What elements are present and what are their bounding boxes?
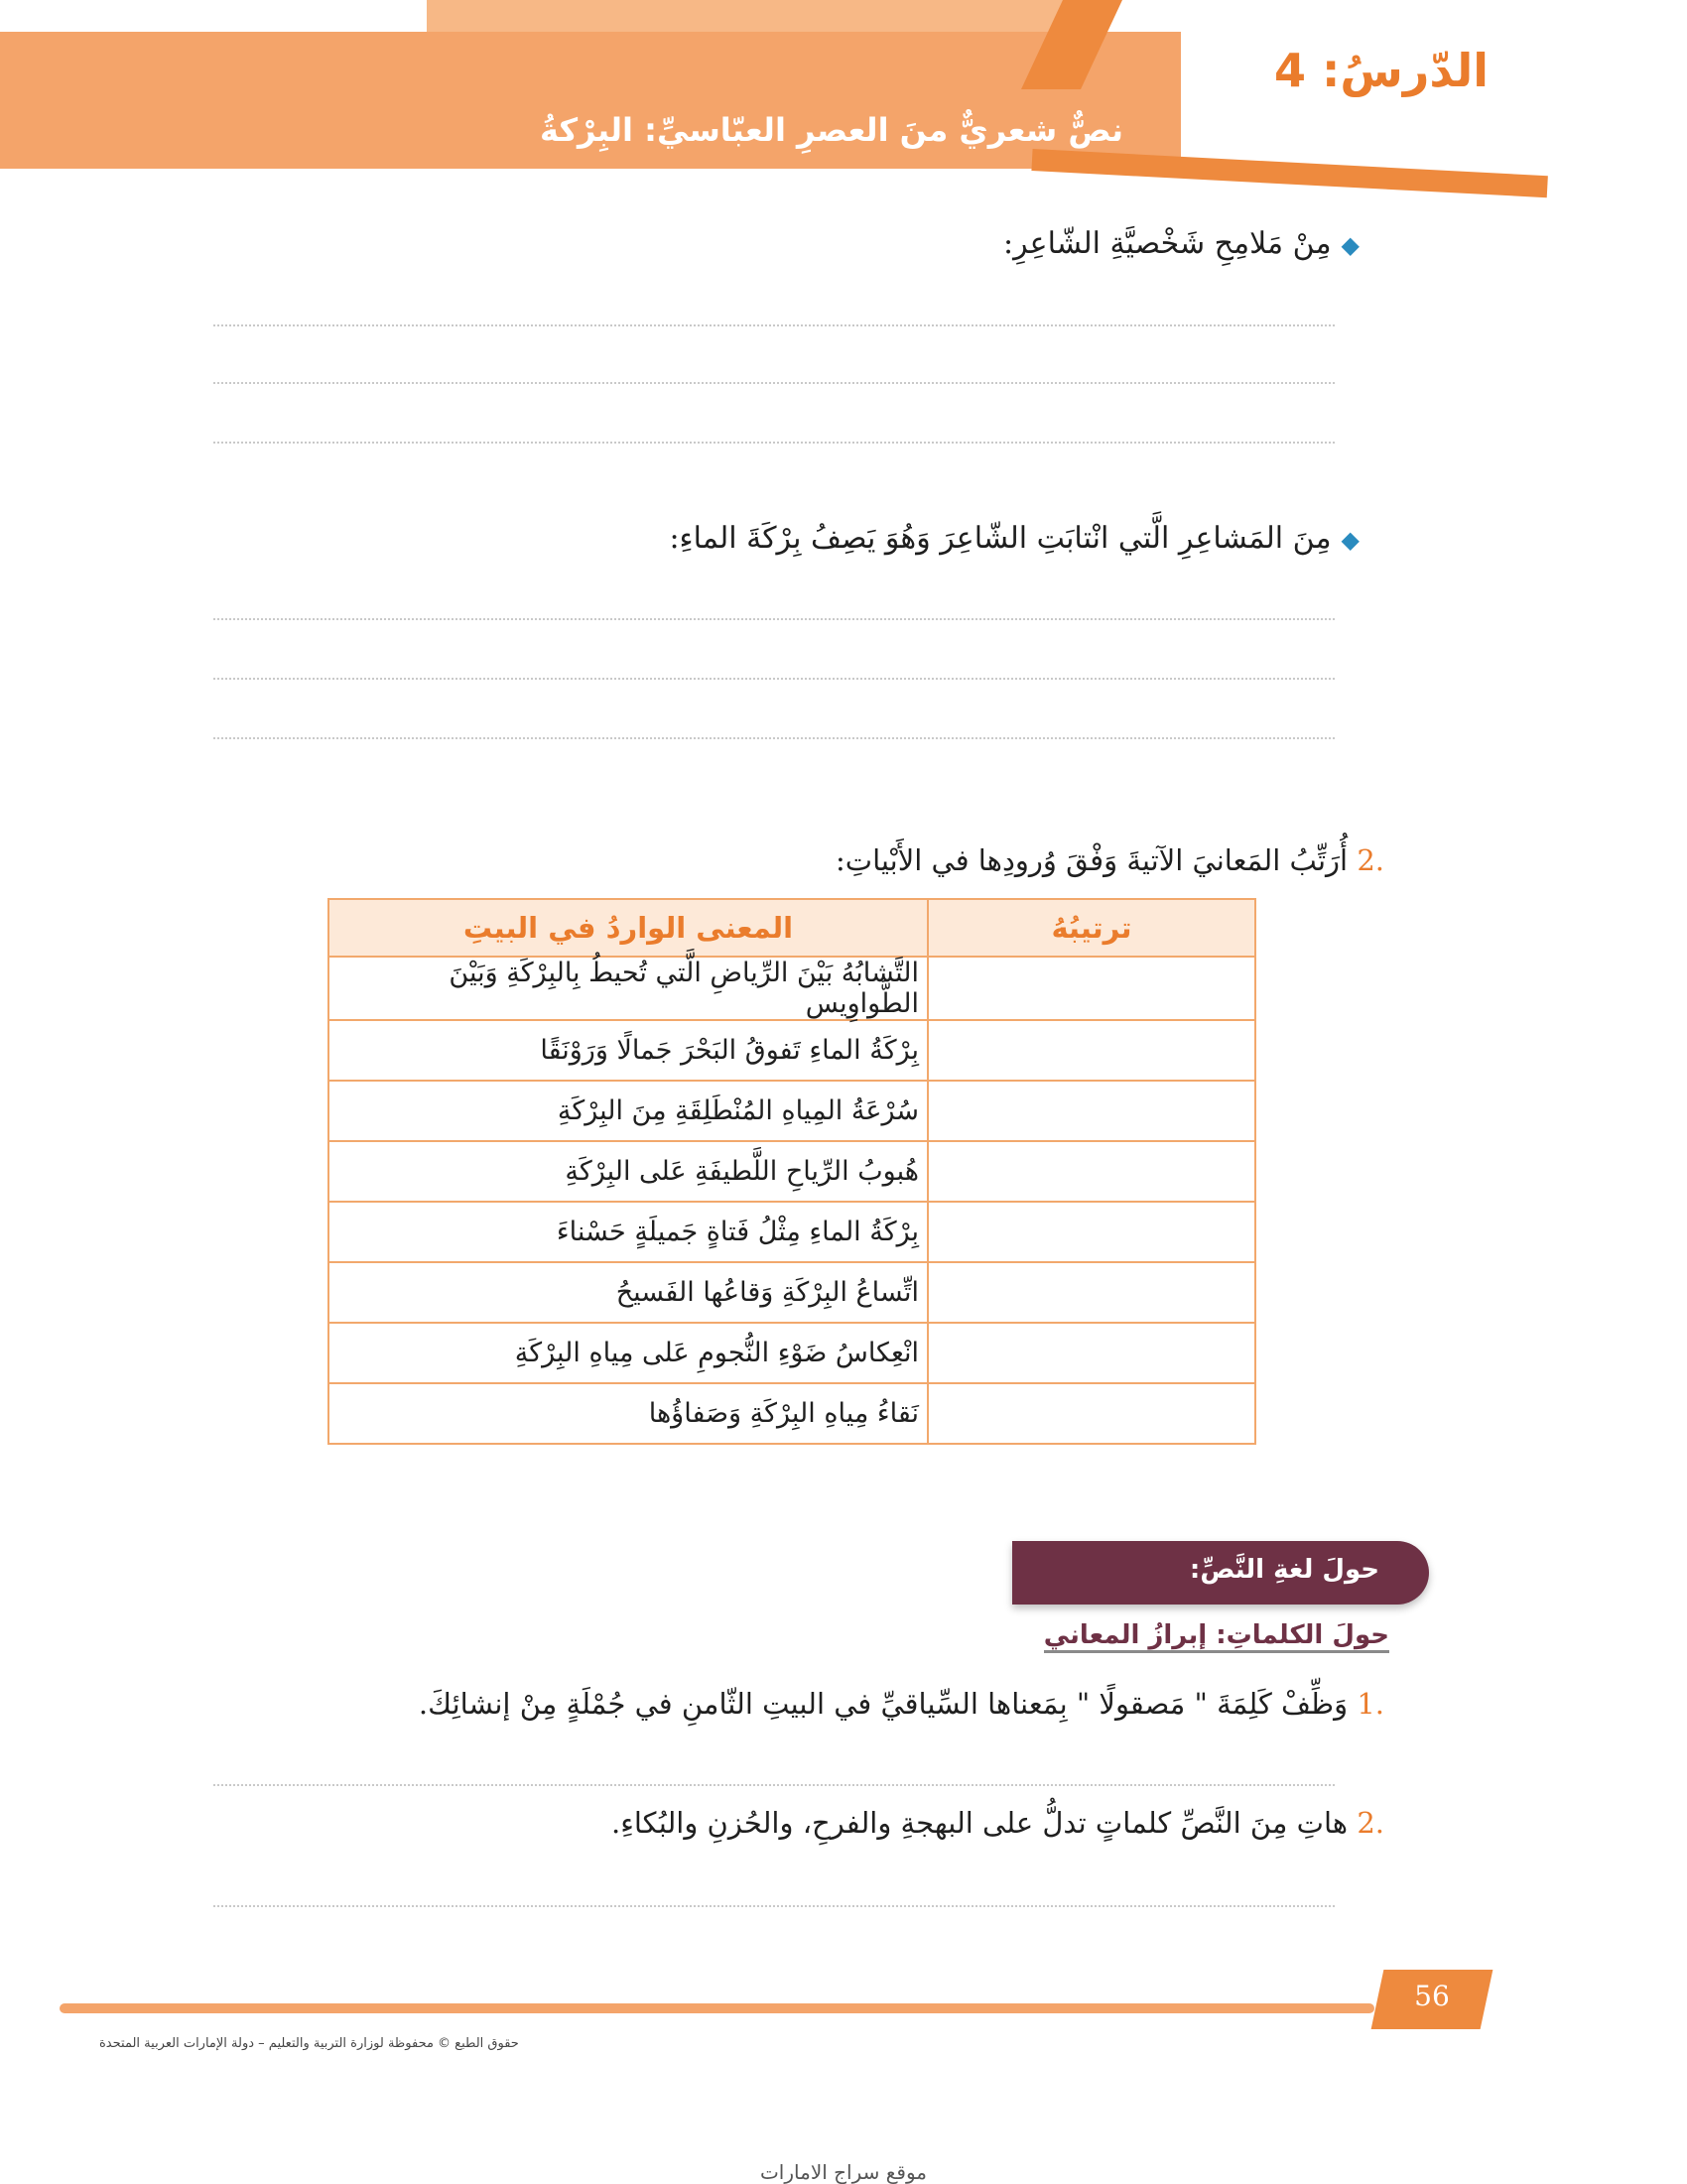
table-row bbox=[328, 957, 1255, 1020]
table-row bbox=[328, 1202, 1255, 1262]
table-row bbox=[328, 1141, 1255, 1202]
rank-cell[interactable] bbox=[928, 1141, 1255, 1202]
answer-line[interactable] bbox=[213, 678, 1335, 680]
question-number: .1 bbox=[1357, 1687, 1384, 1721]
answer-line[interactable] bbox=[213, 382, 1335, 384]
answer-line[interactable] bbox=[213, 1905, 1335, 1907]
footer-line bbox=[60, 2003, 1374, 2013]
question-item bbox=[419, 1687, 1384, 1721]
rank-cell[interactable] bbox=[928, 957, 1255, 1020]
rank-cell[interactable] bbox=[928, 1323, 1255, 1383]
bullet-icon: ◆ bbox=[1341, 231, 1360, 259]
answer-line[interactable] bbox=[213, 618, 1335, 620]
question-order-meanings bbox=[836, 843, 1384, 877]
meaning-cell: نَقاءُ مِياهِ البِرْكَةِ وَصَفاؤُها bbox=[328, 1383, 928, 1444]
meaning-cell: اتِّساعُ البِرْكَةِ وَقاعُها الفَسيحُ bbox=[328, 1262, 928, 1323]
rank-cell[interactable] bbox=[928, 1202, 1255, 1262]
meaning-cell: انْعِكاسُ ضَوْءِ النُّجومِ عَلى مِياهِ البِرْكَةِ bbox=[328, 1323, 928, 1383]
site-name: موقع سراج الامارات bbox=[759, 2160, 928, 2184]
rank-cell[interactable] bbox=[928, 1262, 1255, 1323]
bullet-personality bbox=[1003, 226, 1360, 261]
question-text: أُرَتِّبُ المَعانيَ الآتيةَ وَفْقَ وُرودِها في الأَبْياتِ: bbox=[836, 843, 1349, 877]
bullet-text: مِنْ مَلامِحِ شَخْصيَّةِ الشّاعِرِ: bbox=[1003, 226, 1332, 261]
rank-cell[interactable] bbox=[928, 1020, 1255, 1081]
header-slant bbox=[1031, 149, 1547, 197]
answer-line[interactable] bbox=[213, 737, 1335, 739]
table-row bbox=[328, 1020, 1255, 1081]
column-header-rank: ترتيبُهُ bbox=[928, 899, 1255, 957]
page-number: 56 bbox=[1414, 1980, 1450, 2012]
section-ribbon-label: حولَ لغةِ النَّصِّ: bbox=[1189, 1555, 1379, 1585]
meaning-cell: سُرْعَةُ المِياهِ المُنْطَلِقَةِ مِنَ البِرْكَةِ bbox=[328, 1081, 928, 1141]
answer-line[interactable] bbox=[213, 324, 1335, 326]
meaning-cell: هُبوبُ الرِّياحِ اللَّطيفَةِ عَلى البِرْكَةِ bbox=[328, 1141, 928, 1202]
bullet-icon: ◆ bbox=[1341, 526, 1360, 554]
question-number: .2 bbox=[1357, 843, 1384, 877]
table-row bbox=[328, 1262, 1255, 1323]
bullet-text: مِنَ المَشاعِرِ الَّتي انْتابَتِ الشّاعِرَ وَهُوَ يَصِفُ بِرْكَةَ الماءِ: bbox=[669, 521, 1332, 556]
meanings-table bbox=[327, 898, 1256, 1445]
answer-line[interactable] bbox=[213, 1784, 1335, 1786]
question-number: .2 bbox=[1357, 1806, 1384, 1840]
rank-cell[interactable] bbox=[928, 1383, 1255, 1444]
question-text: وَظِّفْ كَلِمَةَ " مَصقولًا " بِمَعناها السِّياقيِّ في البيتِ الثّامنِ في جُمْلَةٍ مِنْ إنشائِكَ. bbox=[418, 1687, 1349, 1721]
copyright-notice: حقوق الطبع © محفوظة لوزارة التربية والتعليم – دولة الإمارات العربية المتحدة bbox=[99, 2036, 519, 2051]
rank-cell[interactable] bbox=[928, 1081, 1255, 1141]
subsection-heading: حولَ الكلماتِ: إبرازُ المعاني bbox=[1044, 1620, 1389, 1653]
table-header-row bbox=[328, 899, 1255, 957]
table-row bbox=[328, 1383, 1255, 1444]
column-header-meaning: المعنى الواردُ في البيتِ bbox=[328, 899, 928, 957]
question-text: هاتِ مِنَ النَّصِّ كلماتٍ تدلُّ على البهجةِ والفرحِ، والحُزنِ والبُكاءِ. bbox=[610, 1806, 1349, 1840]
lesson-title: الدّرسُ: 4 bbox=[1274, 44, 1489, 97]
meaning-cell: بِرْكَةُ الماءِ مِثْلُ فَتاةٍ جَميلَةٍ حَسْناءَ bbox=[328, 1202, 928, 1262]
bullet-feelings bbox=[669, 521, 1360, 556]
table-row bbox=[328, 1323, 1255, 1383]
question-item bbox=[611, 1806, 1384, 1840]
table-row bbox=[328, 1081, 1255, 1141]
answer-line[interactable] bbox=[213, 442, 1335, 444]
meaning-cell: التَّشابُهُ بَيْنَ الرِّياضِ الَّتي تُحيطُ بِالبِرْكَةِ وَبَيْنَ الطَّواوِيس bbox=[328, 957, 928, 1020]
section-ribbon bbox=[1012, 1541, 1429, 1605]
meaning-cell: بِرْكَةُ الماءِ تَفوقُ البَحْرَ جَمالًا وَرَوْنَقًا bbox=[328, 1020, 928, 1081]
lesson-subtitle: نصٌّ شعريٌّ منَ العصرِ العبّاسيِّ: البِرْكةُ bbox=[540, 111, 1123, 149]
